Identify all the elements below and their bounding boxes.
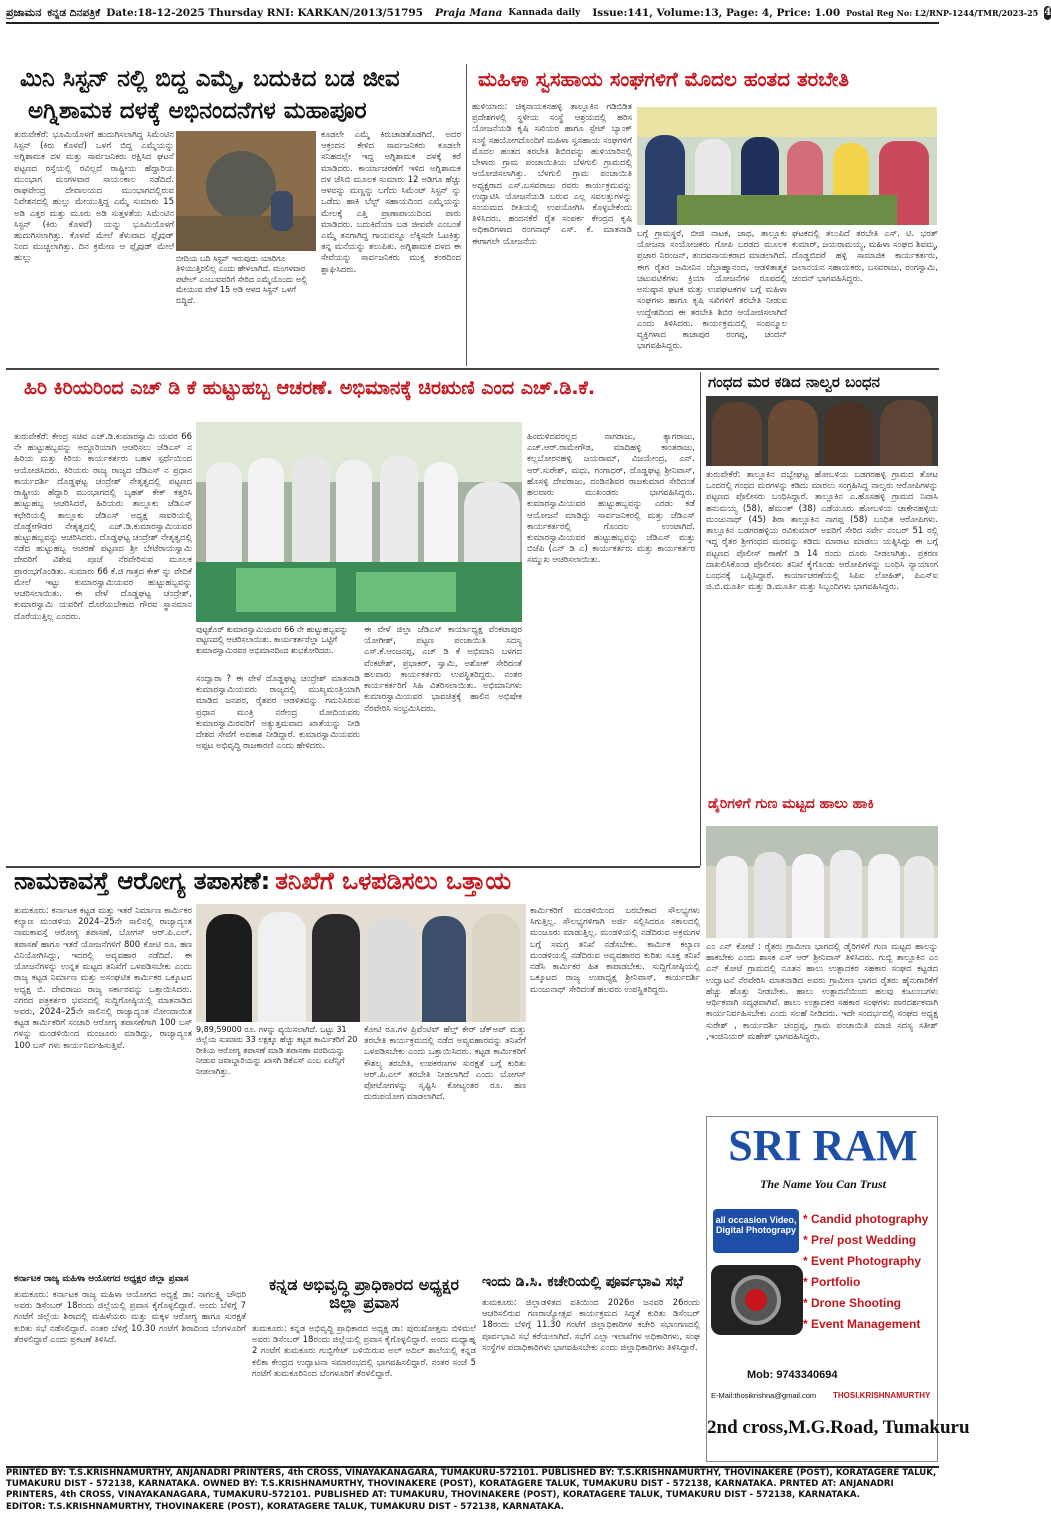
imprint-text: PRINTED BY: T.S.KRISHNAMURTHY, ANJANADRI PRINTERS, 4th CROSS, VINAYAKANAGARA, TUMAKURU-572101. PUBLISHED BY: T.S.KRISHNAMURTHY, THOVINAKERE (POST), KORATAGERE TALUK, TUMAKURU DIST - 572138, KARNATAKA. OWNED BY: T.S.KRISHNAMURTHY, THOVINAKERE (POST), KORATAGERE TALUK, TUMAKURU DIST - 572138, KARNATAKA. PRNTED AT: ANJANADRI PRINTERS, 4th CROSS, VINAYAKANAGARA, TUMAKURU-572101. PUBLISHED AT: TUMAKURU, THOVINAKERE (POST), KORATAGERE TALUK, TUMAKURU DIST - 572138, KARNATAKA. [6,1468,937,1501]
story3-photo [196,422,522,622]
ad-service: * Candid photography [803,1212,929,1226]
ad-service: * Drone Shooting [803,1296,902,1310]
ad-title: SRI RAM [728,1121,918,1170]
paper-logo: ಪ್ರಜಾಮನ [6,6,42,19]
story6-col2: ಕೋಟಿ ರೂ.ಗಳ ಪ್ರಿವೆಂಟಿವ್ ಹೆಲ್ತ್ ಕೇರ್ ಚೆಕ್ಅಪ್ ಮತ್ತು ತರಬೇತಿ ಕಾರ್ಯಕ್ರಮದಲ್ಲಿ ನಡೆದ ಅವ್ಯವಹಾರವನ್ನು ತನಿಖೆಗೆ ಒಳಪಡಿಸಬೇಕು ಎಂದು ಒತ್ತಾಯಿಸಿದರು. ಕಟ್ಟಡ ಕಾರ್ಮಿಕರಿಗೆ ಕೌಶಲ್ಯ ತರಬೇತಿ, ಉಪಕರಣಗಳ ಸುರಕ್ಷತೆ ಬಗ್ಗೆ ಕುರಿತು ಆರ್.ಪಿ.ಎಲ್ ತರಬೇತಿ ನೀಡಲಾಗಿದೆ ಎಂದು ಬೋಗಸ್ ಪೋಟೋಗಳನ್ನು ಸೃಷ್ಟಿಸಿ ಕೋಟ್ಯಂತರ ರೂ. ಹಣ ದುರುಪಯೋಗ ಮಾಡಲಾಗಿದೆ. [364,1025,526,1103]
column-divider [700,372,701,866]
story4-photo [706,396,938,466]
masthead [6,4,1051,24]
paper-sub: Kannada daily [508,8,581,18]
story6-photo-caption: 9,89,59000 ರೂ. ಗಳನ್ನು ವ್ಯಯಿಸಲಾಗಿದೆ. ಒಟ್ಟು 31 ಜಿಲ್ಲೆಯ ಸುಮಾರು 33 ಲಕ್ಷಕ್ಕೂ ಹೆಚ್ಚು ಕಟ್ಟಡ ಕಾರ್ಮಿಕರಿಗೆ 20 ರೀತಿಯ ಆರೋಗ್ಯ ತಪಾಸಣೆ ಮಾಡಿ ತಪಾಸಣಾ ವರದಿಯನ್ನು ನೀಡುವ ಜವಾಬ್ದಾರಿಯನ್ನು ಖಾಸಗಿ ಡಿಕೆಎಸ್ ಎಂಬ ಏಜೆನ್ಸಿಗೆ ನೀಡಲಾಗಿತ್ತು. [196,1025,358,1076]
sri-ram-ad [706,1116,970,1462]
story6-headline-black: ನಾಮಕಾವಸ್ತೆ ಆರೋಗ್ಯ ತಪಾಸಣೆ: [14,867,271,895]
story6-photo [196,904,526,1022]
story4-headline: ಗಂಧದ ಮರ ಕಡಿದ ನಾಲ್ವರ ಬಂಧನ [708,373,880,391]
story3-col4: ಹಿಂದುಳಿದವರಲ್ಲದ ನಾಗರಾಜು, ತ್ಯಾಗರಾಜು, ಎಚ್.ಆರ್.ರಾಮೇಗೌಡ, ಮಾದಿಹಳ್ಳಿ ಕಾಂತರಾಜು, ಕಲ್ಲಬೋರನಹಳ್ಳಿ ಜಯರಾಮ್, ವಿಜಯೇಂದ್ರ, ಎನ್. ಆರ್.ಸುರೇಶ್, ಮಧು, ಗಂಗಾಧರ್, ದೊಡ್ಡಘಟ್ಟ ಶ್ರೀನಿವಾಸ್, ಹೊಸಳ್ಳಿ ದೇವರಾಜು, ದಂಡಿನಶಿವರ ರಾಜಕುಮಾರ ಸೇರಿದಂತೆ ಹಲವಾರು ಮುಖಂಡರು ಭಾಗವಹಿಸಿದ್ದರು. ಕುಮಾರಸ್ವಾಮಿಯವರ ಹುಟ್ಟುಹಬ್ಬವನ್ನು ಎರಡು ಕಡೆ ಆಯೋಜನೆ ಮಾಡಿದ್ದು ಸಾರ್ವಜನಿಕರಲ್ಲಿ ಮತ್ತು ಜೆಡಿಎಸ್ ಕಾರ್ಯಕರ್ತರಲ್ಲಿ ಗೊಂದಲ ಉಂಟಾಗಿದೆ. ಕುಮಾರಸ್ವಾಮಿಯವರ ಹುಟ್ಟುಹಬ್ಬವನ್ನು ಜೆಡಿಎಸ್ ಮತ್ತು ಬಿಜೆಪಿ (ಎನ್ ಡಿ ಎ) ಕಾರ್ಯಕರ್ತರು ಮತ್ತು ಕಾರ್ಯಕರ್ತರ ಸಮ್ಮುಖ ಆಚರಿಸಲಾಯಿತು. [527,432,695,566]
ad-address: 2nd cross,M.G.Road, Tumakuru [707,1417,970,1438]
story8-headline: ಕನ್ನಡ ಅಭಿವೃದ್ಧಿ ಪ್ರಾಧಿಕಾರದ ಅಧ್ಯಕ್ಷರ ಜಿಲ್ಲಾ ಪ್ರವಾಸ [268,1275,460,1313]
story4-body: ತುರುವೇಕೆರೆ: ತಾಲ್ಲೂಕಿನ ದಬ್ಬೇಘಟ್ಟ ಹೋಬಳಿಯ ಬಡಗರಹಳ್ಳಿ ಗ್ರಾಮದ ತೋಟ ಒಂದರಲ್ಲಿ ಗಂಧದ ಮರಗಳನ್ನು ಕಡಿದು ಮಾರಲು ಸಂಗ್ರಹಿಸಿದ್ದ ನಾಲ್ವರು ಆರೋಪಿಗಳನ್ನು ಪಟ್ಟಣದ ಪೊಲೀಸರು ಬಂಧಿಸಿದ್ದಾರೆ. ತಾಲ್ಲೂಕಿನ ಎ.ಹೊಸಹಳ್ಳಿ ಗ್ರಾಮದ ನಿವಾಸಿ ಹನುಮಯ್ಯ (58), ಹೆಮಂತ್ (38) ಎಡೆಯೂರು ಹೋಬಳಿಯ ಚಾಕೇನಹಳ್ಳಿಯ ಮಂಜುನಾಥ್ (45) ಶಿರಾ ತಾಲ್ಲೂಕಿನ ನಾಗಪ್ಪ (58) ಬಂಧಿತ ಆರೋಪಿಗಳು. ತಾಲ್ಲೂಕಿನ ಬಡಗರಹಳ್ಳಿಯ ರವಿಕುಮಾರ್ ಅವರಿಗೆ ಸೇರಿದ ಸರ್ವೇ ನಂಬರ್ 51 ರಲ್ಲಿ ಇದ್ದ ರೈತರ ಶ್ರೀಗಂಧದ ಮರವನ್ನು ಕಡಿದು ಮಾರಾಟ ಮಾಡಲು ಯತ್ನಿಸಿದ್ದು ಈ ಬಗ್ಗೆ ಪಟ್ಟಣದ ಪೊಲೀಸ್ ಠಾಣೆಗೆ ಡಿ 14 ರಂದು ದೂರು ನೀಡಲಾಗಿತ್ತು. ಪ್ರಕರಣ ದಾಖಲಿಸಿಕೊಂಡ ಪೊಲೀಸರು ತನಿಖೆ ಕೈಗೊಂಡು ಆರೋಪಿಗಳನ್ನು ಬಂಧಿಸಿ ನ್ಯಾಯಾಂಗ ಬಂಧನಕ್ಕೆ ಒಪ್ಪಿಸಿದ್ದಾರೆ. ಕಾರ್ಯಾಚರಣೆಯಲ್ಲಿ ಸಿಪಿಐ ಲೋಹಿತ್, ಪಿಎಸ್ಐ ಜಿ.ಬಿ.ಮೂರ್ತಿ ಮತ್ತು ಡಿ.ಮೂರ್ತಿ ಮತ್ತು ಸಿಬ್ಬಂದಿಗಳು ಭಾಗವಹಿಸಿದ್ದರು. [706,470,938,593]
ad-mobile: Mob: 9743340694 [747,1369,838,1381]
ad-owner: THOSI.KRISHNAMURTHY [833,1391,931,1400]
date-rni: Date:18-12-2025 Thursday RNI: KARKAN/2013/51795 [106,7,423,19]
story1-photo-caption: ಬೀದಿಯ ಬದಿ ಸಿಸ್ಟನ್ ಇರುವುದು ಯಾರಿಗೂ ತಿಳಿಯುತ್ತಿರಲಿಲ್ಲ ಎಂದು ಹೇಳಲಾಗಿದೆ. ಮಂಗಳವಾರ ಪಟೇಲ್ ಎಂಬುವವರಿಗೆ ಸೇರಿದ ಎಮ್ಮೆಯೊಂದು ಅಲ್ಲಿ ಮೇಯುವ ವೇಳೆ 15 ಅಡಿ ಆಳದ ಸಿಸ್ಟನ್ ಒಳಗೆ ಬಿದ್ದಿದೆ. [176,254,308,305]
story2-col2: ಬಗ್ಗೆ ಗ್ರಾಮಸ್ಥರೆ, ಬೀಜಿ ನಾಟಕ, ಜಾಥ, ತಾಲ್ಲೂಕು ಯೋಜನಾ ಸಂಯೋಜಕರು ಗೋಪಿ ಬರಡದ ಮೂಲಕ ಪ್ರಚಾರ ನಿರಂಜನ್, ತಂದವನಾಯಕರಾದ ಮಾಡಲಾಗಿದೆ. ಈಗ ರೈತರ ಜಮೀನಿನ ಜೆಬ್ರಾಹ್ಮಾನಂದ, ಆಡಳಿತಾತ್ಮಕ ಚಟುವಟಿಕೆಗಳು ಕ್ರಿಯಾ ಯೋಜನೆಗಳ ರೂಪದಲ್ಲಿ ಅನುಷ್ಠಾನ ಘಟಕ ಮತ್ತು ಉಪಘಟಕಗಳ ಬಗ್ಗೆ ಮಹಿಳಾ ಸಂಘಗಳು ಹಾಗೂ ಕೃಷಿ ಸಖಿಗಳಿಗೆ ತರಬೇತಿ ನೀಡುವ ಉದ್ದೇಶದಿಂದ ಈ ತರಬೇತಿ ಶಿಬಿರ ಆಯೋಜಿಸಲಾಗಿದೆ ಎಂದು ತಿಳಿಸಿದರು. ಕಾರ್ಯಕ್ರಮದಲ್ಲಿ ಸಂಪನ್ಮೂಲ ವ್ಯಕ್ತಿಗಳಾದ ಕಾಚಾಪುರ ರಂಗಪ್ಪ, ಚಂದನ್ ಭಾಗವಹಿಸಿದ್ದರು. [637,229,787,352]
ad-service: * Pre/ post Wedding [803,1233,917,1247]
ad-service: * Event Management [803,1317,921,1331]
story6-col3: ಕಾರ್ಮಿಕರಿಗೆ ಮಂಡಳಿಯಿಂದ ಬರಬೇಕಾದ ಸೌಲಭ್ಯಗಳು ಸಿಗುತ್ತಿಲ್ಲ. ಸೌಲಭ್ಯಗಳಿಗಾಗಿ ಅರ್ಜಿ ಸಲ್ಲಿಸಿದರೂ ಸಕಾಲದಲ್ಲಿ ಮಂಜೂರು ಮಾಡುತ್ತಿಲ್ಲ. ಮಂಡಳಿಯಲ್ಲಿ ನಡೆದಿರುವ ಅಕ್ರಮಗಳ ಬಗ್ಗೆ ಸಮಗ್ರ ತನಿಖೆ ನಡೆಸಬೇಕು. ಕಾರ್ಮಿಕ ಕಲ್ಯಾಣ ಮಂಡಳಿಯಲ್ಲಿ ನಡೆದಿರುವ ಅವ್ಯವಹಾರದ ಕುರಿತು ಸೂಕ್ತ ತನಿಖೆ ನಡೆಸಿ ಕಾರ್ಮಿಕರ ಹಿತ ಕಾಪಾಡಬೇಕು. ಸುದ್ದಿಗೋಷ್ಠಿಯಲ್ಲಿ ಒಕ್ಕೂಟದ ರಾಜ್ಯ ಉಪಾಧ್ಯಕ್ಷ ಶ್ರೀನಿವಾಸ್, ಕಾರ್ಯದರ್ಶಿ ಮಂಜುನಾಥ್ ಸೇರಿದಂತೆ ಹಲವರು ಉಪಸ್ಥಿತರಿದ್ದರು. [530,906,700,995]
paper-kind: ಕನ್ನಡ ದಿನಪತ್ರಿಕೆ [47,6,101,19]
story5-headline: ಡೈರಿಗಳಿಗೆ ಗುಣ ಮಟ್ಟದ ಹಾಲು ಹಾಕಿ [708,796,874,812]
story3-col1: ತುರುವೇಕೆರೆ: ಕೇಂದ್ರ ಸಚಿವ ಎಚ್.ಡಿ.ಕುಮಾರಸ್ವಾಮಿ ಯವರ 66 ನೇ ಹುಟ್ಟುಹಬ್ಬವನ್ನು ಅದ್ದೂರಿಯಾಗಿ ಆಚರಿಸಲು ಜೆಡಿಎಸ್ ನ ಹಿರಿಯ ಮತ್ತು ಕಿರಿಯ ಕಾರ್ಯಕರ್ತರು ಬಹಳ ಸ್ಪರ್ಧೆಯಿಂದ ಆಯೋಜಿಸಿದರು. ಕಿರಿಯರು ರಾಜ್ಯ ರಾಜ್ಯದ ಜೆಡಿಎಸ್ ನ ಪ್ರಧಾನ ಕಾರ್ಯದರ್ಶಿ ದೊಡ್ಡಘಟ್ಟ ಚಂದ್ರೇಶ್ ನೇತೃತ್ವದಲ್ಲಿ ಪಟ್ಟಣದ ರಾಷ್ಟ್ರೀಯ ಹೆದ್ದಾರಿ ಮುಂಭಾಗದಲ್ಲಿ ಬೃಹತ್ ಕೇಕ್ ಕತ್ತರಿಸಿ ಹುಟ್ಟುಹಬ್ಬ ಆಚರಿಸಿದರೆ, ಹಿರಿಯರು ತಾಲ್ಲೂಕು ಜೆಡಿಎಸ್ ಕಛೇರಿಯಲ್ಲಿ ತಾಲ್ಲೂಕು ಜೆಡಿಎಸ್ ಅಧ್ಯಕ್ಷ ಸಾವರಿಯಲ್ಲಿ ದೊಡ್ಡೇಗೌಡರ ನೇತೃತ್ವದಲ್ಲಿ ಎಚ್.ಡಿ.ಕುಮಾರಸ್ವಾಮಿಯವರ ಹುಟ್ಟುಹಬ್ಬವನ್ನು ಆಚರಿಸಿದರು. ದೊಡ್ಡಘಟ್ಟ ಚಂದ್ರೇಶ್ ನೇತೃತ್ವದಲ್ಲಿ ನಡೆದ ಹುಟ್ಟುಹಬ್ಬ ಆಚರಣೆ ಪಟ್ಟಣದ ಶ್ರೀ ಬೇಟೆರಾಯಸ್ವಾಮಿ ದೇವರಿಗೆ ವಿಶೇಷ ಪೂಜೆ ನೆರವೇರಿಸುವ ಮೂಲಕ ಪ್ರಾರಂಭಗೊಂಡಿತು. ಸುಮಾರು 66 ಕೆ.ಜಿ ಗಾತ್ರದ ಕೇಕ್ ನ್ನು ವೇದಿಕೆ ಮೇಲೆ ಇಟ್ಟು ಕುಮಾರಸ್ವಾಮಿಯವರ ಹುಟ್ಟುಹಬ್ಬವನ್ನು ಆಚರಿಸಲಾಯಿತು. ಈ ವೇಳೆ ದೊಡ್ಡಘಟ್ಟ ಚಂದ್ರೇಶ್, ಕುಮಾರಸ್ವಾಮಿ ಯವರಿಗೆ ದೊರೆಯಬೇಕಾದ ಗೌರವ ಸ್ಥಾನಮಾನ ದೊರೆಯುತ್ತಿಲ್ಲ ಎಂದರು. [14,432,192,622]
story6-headline-red: ತನಿಖೆಗೆ ಒಳಪಡಿಸಲು ಒತ್ತಾಯ [275,867,512,895]
story1-headline-1: ಮಿನಿ ಸಿಸ್ಟನ್ ನಲ್ಲಿ ಬಿದ್ದ ಎಮ್ಮೆ, ಬದುಕಿದ ಬಡ ಜೀವ [20,66,400,92]
story5-photo [706,826,938,938]
postal-reg: Postal Reg No: L2/RNP-1244/TMR/2023-25 [846,8,1039,18]
ad-service: * Event Photography [803,1254,922,1268]
ad-tagline: The Name You Can Trust [759,1177,887,1191]
story2-col3: ಘಟಕದಲ್ಲಿ ತಲುಪಿದೆ ತರಬೇತಿ ಎಸ್. ಟಿ. ಭರತ್ ಕುಮಾರ್, ಜಯರಾಮಯ್ಯ, ಮಹಿಳಾ ಸಂಘದ ಶಿವಮ್ಮ, ದೊಡ್ಡಬಿದರೆ ಹಳ್ಳಿ ಸಾಮಾಜಿಕ ಕಾರ್ಯಕರ್ತರು, ಜಲಾನಯನ ಸಹಾಯಕರು, ಬಸವರಾಜು, ರಂಗಸ್ವಾಮಿ, ಚಂದನ್ ಭಾಗವಹಿಸಿದ್ದರು. [792,229,938,284]
story1-col1: ತುರುವೇಕೆರೆ: ಭೂಮಿಯೊಳಗೆ ಹುದುಗಿಸಲಾಗಿದ್ದ ಸಿಮೆಂಟಿನ ಸಿಸ್ಟನ್ (ಕಿರು ಕೊಳವೆ) ಒಳಗೆ ಬಿದ್ದ ಎಮ್ಮೆಯನ್ನು ಅಗ್ನಿಶಾಮಕ ದಳ ಮತ್ತು ಸಾರ್ವಜನಿಕರು ರಕ್ಷಿಸಿದ ಘಟನೆ ಪಟ್ಟಣದ ರಸ್ತೆಯಲ್ಲಿ ರವಿಲ್ಲದೆ ರಾಷ್ಟ್ರೀಯ ಹೆದ್ದಾರಿಯ ಮುಂಭಾಗ ಮಂಗಳವಾರ ಸಾಯಂಕಾಲ ನಡೆದಿದೆ. ರಾಘವೇಂದ್ರ ದೇವಾಲಯದ ಮುಂಭಾಗದಲ್ಲಿರುವ ನಿವೇಶನದಲ್ಲಿ ಹುಲ್ಲು ಮೇಯುತ್ತಿದ್ದ ಎಮ್ಮೆ ಸುಮಾರು 15 ಅಡಿ ಎತ್ತರ ಮತ್ತು ಮೂರು ಅಡಿ ಸುತ್ತಳತೆಯ ಸಿಮೆಂಟಿನ ಸಿಸ್ಟನ್ (ಕಿರು ಕೊಳವೆ) ಯನ್ನು ಭೂಮಿಯೊಳಗೆ ಹುದುಗಿಸಲಾಗಿತ್ತು. ಕೊಳವೆ ಮೇಲೆ ತೆಳುವಾದ ಪ್ಲೈವುಡ್ ನಿಂದ ಮುಚ್ಚಲಾಗಿತ್ತು. ದಿನ ಕ್ರಮೇಣ ಆ ಪ್ಲೈವುಡ್ ಮೇಲೆ ಹುಲ್ಲು [14,130,174,264]
story5-body: ಎಂ ಎನ್ ಕೋಟೆ : ರೈತರು ಗ್ರಾಮೀಣ ಭಾಗದಲ್ಲಿ ಡೈರಿಗಳಿಗೆ ಗುಣ ಮಟ್ಟದ ಹಾಲನ್ನು ಹಾಕಬೇಕು ಎಂದು ಶಾಸಕ ಎಸ್ ಆರ್ ಶ್ರೀನಿವಾಸ್ ತಿಳಿಸಿದರು. ಗುಬ್ಬಿ ತಾಲ್ಲೂಕಿನ ಎಂ ಎನ್ ಕೋಟೆ ಗ್ರಾಮದಲ್ಲಿ ನೂತನ ಹಾಲು ಉತ್ಪಾದಕರ ಸಹಕಾರ ಸಂಘದ ಕಟ್ಟಡದ ಉದ್ಘಾಟನೆ ನೆರವೇರಿಸಿ ಮಾತನಾಡಿದ ಅವರು ಗ್ರಾಮೀಣ ಭಾಗದ ರೈತರು ಹೈನುಗಾರಿಕೆಗೆ ಹೆಚ್ಚು ಹೊತ್ತು ನೀಡಬೇಕು. ಹಾಲು ಉತ್ಪಾದನೆಯಿಂದ ಹಲವು ಕುಟುಂಬಗಳು ಆರ್ಥಿಕವಾಗಿ ಸದೃಢವಾಗಿವೆ. ಹಾಲು ಉತ್ಪಾದಕರ ಸಹಕಾರ ಸಂಘಗಳು ಪಾರದರ್ಶಕವಾಗಿ ಕಾರ್ಯನಿರ್ವಹಿಸಬೇಕು ಎಂದು ಸಲಹೆ ನೀಡಿದರು. ಇದೇ ಸಂದರ್ಭದಲ್ಲಿ ಸಂಘದ ಅಧ್ಯಕ್ಷ ಸುರೇಶ್ , ಕಾರ್ಯದರ್ಶಿ ಚಂದ್ರಪ್ಪ, ಗ್ರಾಮ ಪಂಚಾಯಿತಿ ಮಾಜಿ ಸದಸ್ಯ ಸತೀಶ್ ,ಇಂಜಿನಿಯರ್ ಮಹೇಶ್ ಭಾಗವಹಿಸಿದ್ದರು. [706,942,938,1042]
issue-info: Issue:141, Volume:13, Page: 4, Price: 1.00 [592,7,841,19]
story8-body: ತುಮಕೂರು: ಕನ್ನಡ ಅಭಿವೃದ್ಧಿ ಪ್ರಾಧಿಕಾರದ ಅಧ್ಯಕ್ಷ ಡಾ: ಪುರುಷೋತ್ತಮ ಬಿಳಿಮಲೆ ಅವರು ಡಿಸೆಂಬರ್ 18ರಂದು ಜಿಲ್ಲೆಯಲ್ಲಿ ಪ್ರವಾಸ ಕೈಗೊಳ್ಳಲಿದ್ದಾರೆ. ಅಂದು ಮಧ್ಯಾಹ್ನ 2 ಗಂಟೆಗೆ ತುಮಕೂರು ಗುಬ್ಬಿಗೇಟ್ ಬಳಿಯಿರುವ ಅಲ್ ಅದಿಲ್ ಶಾಲೆಯಲ್ಲಿ ಕನ್ನಡ ಕಲಿಕಾ ಕೇಂದ್ರದ ಉದ್ಘಾಟನಾ ಸಮಾರಂಭದಲ್ಲಿ ಭಾಗವಹಿಸಲಿದ್ದಾರೆ. ನಂತರ ಸಂಜೆ 5 ಗಂಟೆಗೆ ತುಮಕೂರಿನಿಂದ ಬೆಂಗಳೂರಿಗೆ ತೆರಳಲಿದ್ದಾರೆ. [252,1324,476,1379]
paper-name: Praja Mana [435,7,503,19]
story1-col3: ಕೂಡಲೇ ಎಮ್ಮೆ ಕಿರುಚಾಡತೊಡಗಿದೆ. ಅದರ ಆಕ್ರಂದನ ಕೇಳಿದ ಸಾರ್ವಜನಿಕರು ಕೂಡಲೇ ಸನಿಹದಲ್ಲೇ ಇದ್ದ ಅಗ್ನಿಶಾಮಕ ದಳಕ್ಕೆ ಕರೆ ಮಾಡಿದರು. ಕಾರ್ಯಾಚರಣೆಗೆ ಇಳಿದ ಅಗ್ನಿಶಾಮಕ ದಳ ಜೆಸಿಬಿ ಮೂಲಕ ಸುಮಾರು 12 ಅಡಿಗೂ ಹೆಚ್ಚು ಆಳವನ್ನು ಮಣ್ಣನ್ನು ಬಗೆದು ಸಿಮೆಂಟ್ ಸಿಸ್ಟನ್ ನ್ನು ಒಡೆದು ಹಾಕಿ ಬೆಲ್ಟ್ ಸಹಾಯದಿಂದ ಎಮ್ಮೆಯನ್ನು ಮೇಲಕ್ಕೆ ಎತ್ತಿ ಪ್ರಾಣಾಪಾಯದಿಂದ ಪಾರು ಮಾಡಿದರು. ಬದುಕಿದೆಯಾ ಬಡ ಜೀವವೇ ಎಂಬಂತೆ ಎಮ್ಮೆ ತನಗಾಗಿದ್ದ ಗಾಯವನ್ನೂ ಲೆಕ್ಕಿಸದೇ ಓಟಕಿತ್ತು ತನ್ನ ಮನೆಯನ್ನು ತಲುಪಿತು. ಅಗ್ನಿಶಾಮಕ ದಳದ ಈ ಸೇವೆಯನ್ನು ಸಾರ್ವಜನಿಕರು ಮುಕ್ತ ಕಂಠದಿಂದ ಶ್ಲಾಘಿಸಿದರು. [321,130,461,275]
ad-service: * Portfolio [803,1275,861,1289]
story3-col3: ಈ ವೇಳೆ ಜಿಲ್ಲಾ ಜೆಡಿಎಸ್ ಕಾರ್ಯಾಧ್ಯಕ್ಷ ವೆಂಕಟಾಪುರ ಯೋಗೀಶ್, ಪಟ್ಟಣ ಪಂಚಾಯಿತಿ ಸದಸ್ಯ ಎಸ್.ಕೆ.ಆಂಜನಪ್ಪ, ಎಚ್ ಡಿ ಕೆ ಅಭಿಮಾನಿ ಬಳಗದ ವೆಂಕಟೇಶ್, ಪ್ರಭಾಕರ್, ಸ್ವಾಮಿ, ಅಶೋಕ್ ಸೇರಿದಂತೆ ಹಲವಾರು ಕಾರ್ಯಕರ್ತರು ಉಪಸ್ಥಿತರಿದ್ದರು. ನಂತರ ಕಾರ್ಯಕರ್ತರಿಗೆ ಸಿಹಿ ವಿತರಿಸಲಾಯಿತು. ಅಭಿಮಾನಿಗಳು ಕುಮಾರಸ್ವಾಮಿಯವರ ಭಾವಚಿತ್ರಕ್ಕೆ ಹಾಲಿನ ಅಭಿಷೇಕ ನೆರವೇರಿಸಿ ಸಂಭ್ರಮಿಸಿದರು. [364,625,522,714]
story3-photo-caption: ಪುಟ್ಟಕೊರ್ ಕುಮಾರಸ್ವಾಮಿಯವರ 66 ನೇ ಹುಟ್ಟುಹಬ್ಬವನ್ನು ಪಟ್ಟಣದಲ್ಲಿ ಆಚರಿಸಲಾಯಿತು. ಕಾರ್ಯಕರ್ತರೆಲ್ಲಾ ಒಟ್ಟಿಗೆ ಕುಮಾರಸ್ವಾಮಿರವರ ಅಭಿಮಾನದಿಂದ ಶುಭಕೋರಿದರು. [196,625,348,655]
story6-headline [14,868,700,902]
imprint-footer [6,1466,939,1518]
ad-email: E-Mail:thosikrishna@gmail.com [711,1391,817,1400]
section-rule [6,368,939,370]
ad-services [803,1209,937,1365]
story2-col1: ಹುಳಿಯಾರು: ಚಿಕ್ಕನಾಯಕನಹಳ್ಳಿ ತಾಲ್ಲೂಕಿನ ಗಡಿಬಿಡಿತ ಪ್ರದೇಶಗಳಲ್ಲಿ ಸ್ಥಳೀಯ ಸಂಸ್ಥೆ ಆಶ್ರಯದಲ್ಲಿ ಹರಿಸ ಯೋಜನೆಯಡಿ ಕೃಷಿ ಸಖಿಯರ ಹಾಗೂ ಸ್ಟೇಟ್ ಬ್ಯಾಂಕ್ ಸಂಸ್ಥೆ ಸಹಯೋಗದೊಂದಿಗೆ ಮಹಿಳಾ ಸ್ವಸಹಾಯ ಸಂಘಗಳಿಗೆ ಮೊದಲ ಹಂತದ ತರಬೇತಿ ಶಿಬಿರವನ್ನು ಹುಳಿಯಾರಿನಲ್ಲಿ ಬೇಳಾರು ಗ್ರಾಮ ಪಂಚಾಯಿತಿಯ ಬೆಳಗುಲಿ ಗ್ರಾಮದಲ್ಲಿ ಆಯೋಜಿಸಲಾಗಿತ್ತು. ಬೆಳಗುಲಿ ಗ್ರಾಮ ಪಂಚಾಯಿತಿ ಅಧ್ಯಕ್ಷರಾದ ಎಸ್.ಬಸವರಾಜು ರವರು ಕಾರ್ಯಕ್ರಮವನ್ನು ಉದ್ಘಾಟಿಸಿ ಯೋಜನೆಯಡಿ ಬರುವ ಎಲ್ಲ ಸವಲತ್ತುಗಳನ್ನು ಸಂಯಮದ ರೀತಿಯಲ್ಲಿ ಉಪಯೋಗಿಸಿ ಕೊಳ್ಳಬೇಕೆಂದು ತಿಳಿಸಿದರು. ಹಂದನಕೆರೆ ರೈತ ಸಂಪರ್ಕ ಕೇಂದ್ರದ ಕೃಷಿ ಅಧಿಕಾರಿಗಳಾದ ರಂಗನಾಥ್ ಎಸ್. ಕೆ. ಮಾತನಾಡಿ ಈಗಾಗಲೇ ಯೋಜನೆಯ [472,102,632,247]
story1-photo [176,131,316,251]
column-divider [466,64,467,366]
editor-line: EDITOR: T.S.KRISHNAMURTHY, THOVINAKERE (POST), KORATAGERE TALUK, TUMAKURU DIST - 572138, KARNATAKA. [6,1501,565,1512]
story2-photo [637,107,937,225]
ad-badge: all occasion Video, Digital Photograpy [713,1209,799,1253]
page-number: 4 [1044,7,1051,18]
story1-headline-2: ಅಗ್ನಿಶಾಮಕ ದಳಕ್ಕೆ ಅಭಿನಂದನೆಗಳ ಮಹಾಪೂರ [28,98,367,124]
story7-kicker: ಕರ್ನಾಟಕ ರಾಜ್ಯ ಮಹಿಳಾ ಆಯೋಗದ ಅಧ್ಯಕ್ಷರ ಜಿಲ್ಲಾ ಪ್ರವಾಸ [14,1274,189,1284]
story7-body: ತುಮಕೂರು: ಕರ್ನಾಟಕ ರಾಜ್ಯ ಮಹಿಳಾ ಆಯೋಗದ ಅಧ್ಯಕ್ಷೆ ಡಾ: ನಾಗಲಕ್ಷ್ಮಿ ಚೌಧರಿ ಅವರು ಡಿಸೆಂಬರ್ 18ರಂದು ಜಿಲ್ಲೆಯಲ್ಲಿ ಪ್ರವಾಸ ಕೈಗೊಳ್ಳಲಿದ್ದಾರೆ. ಅಂದು ಬೆಳಿಗ್ಗೆ 7 ಗಂಟೆಗೆ ಜಿಲ್ಲೆಯ ಶಿರಾದಲ್ಲಿ ಮಹಿಳೆಯರು ಮತ್ತು ಮಕ್ಕಳ ಆರೋಗ್ಯ ಹಾಗೂ ಸುರಕ್ಷತೆ ಕುರಿತು ಸಭೆ ನಡೆಸಲಿದ್ದಾರೆ. ನಂತರ ಬೆಳಿಗ್ಗೆ 10.30 ಗಂಟೆಗೆ ಶಿರಾದಿಂದ ಬೆಂಗಳೂರಿಗೆ ತೆರಳಲಿದ್ದಾರೆ ಎಂದು ಪ್ರಕಟಣೆ ತಿಳಿಸಿದೆ. [14,1290,246,1345]
story3-col2: ಸಂದ್ವಾರಾ ? ಈ ವೇಳೆ ದೊಡ್ಡಘಟ್ಟ ಚಂದ್ರೇಶ್ ಮಾತನಾಡಿ ಕುಮಾರಸ್ವಾಮಿಯವರು ರಾಜ್ಯದಲ್ಲಿ ಮುಖ್ಯಮಂತ್ರಿಯಾಗಿ ಮಾಡಿದ ಜನಪರ, ರೈತಪರ ಆಡಳಿತವನ್ನು ಗಮನಿಸಿರುವ ಪ್ರಧಾನ ಮಂತ್ರಿ ನರೇಂದ್ರ ಮೋದಿಯವರು ಕುಮಾರಸ್ವಾಮಿರವರಿಗೆ ಅತ್ಯುತ್ತಮವಾದ ಖಾತೆಯನ್ನು ನೀಡಿ ದೇಶದ ಸೇವೆಗೆ ಅವಕಾಶ ನೀಡಿದ್ದಾರೆ. ಕುಮಾರಸ್ವಾಮಿಯವರು ಅಪ್ಪಟ ಅಭಿವೃದ್ಧಿ ರಾಜಕಾರಣಿ ಎಂದು ಹೇಳಿದರು. [196,674,360,752]
story6-col1: ತುಮಕೂರು: ಕರ್ನಾಟಕ ಕಟ್ಟಡ ಮತ್ತು ಇತರೆ ನಿರ್ಮಾಣ ಕಾರ್ಮಿಕರ ಕಲ್ಯಾಣ ಮಂಡಳಿಯ 2024–25ನೇ ಸಾಲಿನಲ್ಲಿ ರಾಜ್ಯಾದ್ಯಂತ ನಾಮಕಾವಸ್ತೆ ಆರೋಗ್ಯ ತಪಾಸಣೆ, ಬೋಗಸ್ ಆರ್.ಪಿ.ಎಲ್. ತಪಾಸಣೆ ಹಾಗೂ ಇತರೆ ಯೋಜನೆಗಳಿಗೆ 800 ಕೋಟಿ ರೂ. ಹಣ ವಿನಿಯೋಗಿಸಿದ್ದು, ಇದರಲ್ಲಿ ಅವ್ಯವಹಾರ ನಡೆದಿದೆ. ಈ ಯೋಜನೆಗಳನ್ನು ಉನ್ನತ ಮಟ್ಟದ ತನಿಖೆಗೆ ಒಳಪಡಿಸಬೇಕು ಎಂದು ರಾಜ್ಯ ಕಟ್ಟಡ ನಿರ್ಮಾಣ ಮತ್ತು ಅಸಂಘಟಿತ ಕಾರ್ಮಿಕರ ಒಕ್ಕೂಟದ ಅಧ್ಯಕ್ಷ ಬಿ. ದೇವರಾಜು ರಾಜ್ಯ ಸರ್ಕಾರವನ್ನು ಒತ್ತಾಯಿಸಿದರು. ನಗರದ ಪತ್ರಕರ್ತರ ಭವನದಲ್ಲಿ ಸುದ್ದಿಗೋಷ್ಠಿಯಲ್ಲಿ ಮಾತನಾಡಿದ ಅವರು, 2024–25ನೇ ಸಾಲಿನಲ್ಲಿ ರಾಜ್ಯಾದ್ಯಂತ ನೋಂದಾಯಿತ ಕಟ್ಟಡ ಕಾರ್ಮಿಕರಿಗೆ ಸಂಚಾರಿ ಆರೋಗ್ಯ ತಪಾಸಣೆಗಾಗಿ 100 ಬಸ್ ಗಳನ್ನು ಮಂಡಳಿಯಿಂದ ಮಂಜೂರು ಮಾಡಿದ್ದು, ರಾಜ್ಯಾದ್ಯಂತ 100 ಬಸ್ ಗಳು ಕಾರ್ಯನಿರ್ವಹಿಸುತ್ತಿವೆ. [14,906,192,1051]
story9-body: ತುಮಕೂರು: ಜಿಲ್ಲಾಡಳಿತದ ವತಿಯಿಂದ 2026ರ ಜನವರಿ 26ರಂದು ಆಚರಿಸಲಿರುವ ಗಣರಾಜ್ಯೋತ್ಸವ ಕಾರ್ಯಕ್ರಮದ ಸಿದ್ಧತೆ ಕುರಿತು ಡಿಸೆಂಬರ್ 18ರಂದು ಬೆಳಿಗ್ಗೆ 11.30 ಗಂಟೆಗೆ ಜಿಲ್ಲಾಧಿಕಾರಿಗಳ ಕಚೇರಿ ಸಭಾಂಗಣದಲ್ಲಿ ಪೂರ್ವಭಾವಿ ಸಭೆ ಕರೆಯಲಾಗಿದೆ. ಸಭೆಗೆ ಎಲ್ಲಾ ಇಲಾಖೆಗಳ ಅಧಿಕಾರಿಗಳು, ಸಂಘ ಸಂಸ್ಥೆಗಳ ಪದಾಧಿಕಾರಿಗಳು ಭಾಗವಹಿಸಬೇಕು ಎಂದು ಜಿಲ್ಲಾಧಿಕಾರಿಗಳು ತಿಳಿಸಿದ್ದಾರೆ. [482,1298,700,1353]
story2-headline: ಮಹಿಳಾ ಸ್ವಸಹಾಯ ಸಂಘಗಳಿಗೆ ಮೊದಲ ಹಂತದ ತರಬೇತಿ [478,67,850,91]
story3-headline: ಹಿರಿ ಕಿರಿಯರಿಂದ ಎಚ್ ಡಿ ಕೆ ಹುಟ್ಟುಹಬ್ಬ ಆಚರಣೆ. ಅಭಿಮಾನಕ್ಕೆ ಚಿರಋಣಿ ಎಂದ ಎಚ್.ಡಿ.ಕೆ. [24,377,596,399]
camera-icon [711,1265,803,1335]
story9-headline: ಇಂದು ಡಿ.ಸಿ. ಕಚೇರಿಯಲ್ಲಿ ಪೂರ್ವಭಾವಿ ಸಭೆ [482,1274,684,1290]
